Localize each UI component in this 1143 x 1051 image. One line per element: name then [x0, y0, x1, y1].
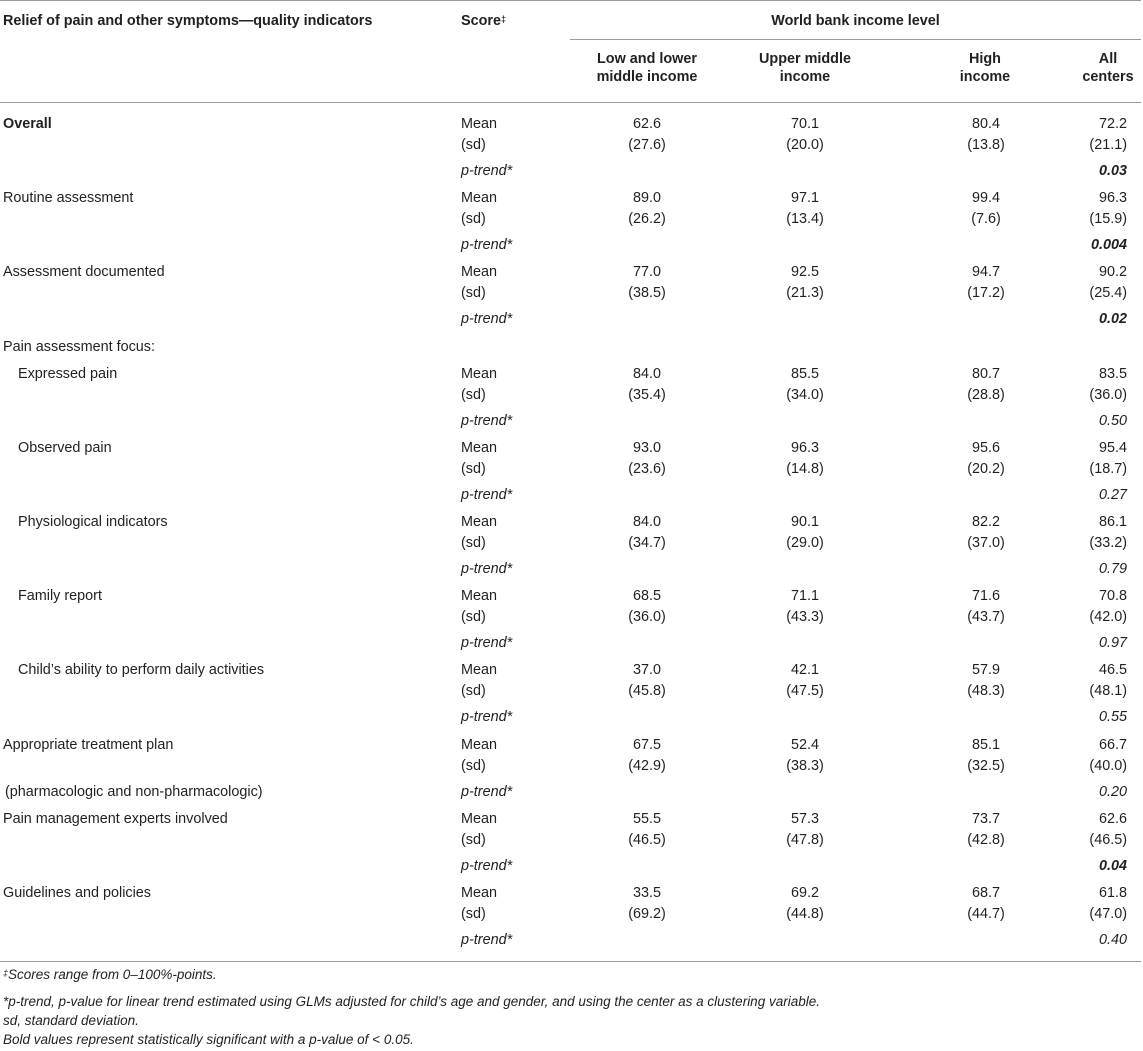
- score-label-mean: Mean: [461, 190, 497, 207]
- score-label-mean: Mean: [461, 365, 497, 382]
- sd-value: (37.0): [967, 535, 1005, 551]
- footnote-text: sd, standard deviation.: [3, 1013, 139, 1028]
- mean-value: 90.2: [1098, 264, 1127, 281]
- col-header-upper-middle: [740, 50, 870, 86]
- score-label-ptrend: p-trend*: [461, 486, 513, 503]
- col-header-all-centers: [1073, 50, 1143, 86]
- score-label-ptrend: p-trend*: [461, 783, 513, 800]
- sd-value: (13.4): [786, 211, 824, 228]
- score-label-ptrend: p-trend*: [461, 412, 513, 429]
- score-label-mean: Mean: [461, 514, 497, 530]
- mean-value: 97.1: [790, 190, 819, 207]
- mean-value: 95.6: [971, 439, 1000, 456]
- col-header-low-lower-middle: [572, 50, 722, 86]
- mean-value: 42.1: [790, 662, 819, 679]
- sd-value: (48.3): [967, 683, 1005, 700]
- footnote: [3, 1012, 139, 1030]
- mean-value: 55.5: [632, 810, 661, 827]
- col-header-high-line1: High: [969, 51, 1001, 67]
- sd-value: (36.0): [1089, 386, 1127, 403]
- col-header-upper-middle-line2: income: [779, 69, 831, 85]
- mean-value: 85.1: [971, 736, 1000, 753]
- score-label-ptrend: p-trend*: [461, 635, 513, 652]
- sd-value: (21.3): [786, 285, 824, 302]
- sd-value: (14.8): [786, 460, 824, 477]
- mean-value: 99.4: [971, 190, 1000, 207]
- score-column-header: [461, 12, 506, 30]
- sd-value: (34.0): [786, 386, 824, 403]
- score-label-mean: Mean: [461, 439, 497, 456]
- sd-value: (42.9): [628, 757, 666, 774]
- sd-value: (43.3): [786, 609, 824, 626]
- sd-value: (44.8): [786, 906, 824, 922]
- col-header-high: [935, 50, 1035, 86]
- mean-value: 61.8: [1098, 885, 1127, 901]
- sd-value: (25.4): [1089, 285, 1127, 302]
- mean-value: 73.7: [971, 810, 1000, 827]
- sd-value: (34.7): [628, 535, 666, 551]
- mean-value: 62.6: [632, 116, 661, 132]
- mean-value: 90.1: [790, 514, 819, 530]
- score-label-mean: Mean: [461, 588, 497, 605]
- footnote-text: *p-trend, p-value for linear trend estimated using GLMs adjusted for child’s age and gender, and using the center as a clustering variable.: [3, 994, 820, 1009]
- mean-value: 68.7: [971, 885, 1000, 901]
- score-label-sd: (sd): [461, 535, 486, 551]
- p-trend-value: 0.50: [1098, 412, 1127, 429]
- score-label-ptrend: p-trend*: [461, 932, 513, 948]
- sd-value: (44.7): [967, 906, 1005, 922]
- sd-value: (46.5): [1089, 831, 1127, 848]
- mean-value: 71.1: [790, 588, 819, 605]
- mean-value: 57.3: [790, 810, 819, 827]
- footnote: [3, 966, 217, 984]
- sd-value: (26.2): [628, 211, 666, 228]
- footnote: [3, 993, 820, 1011]
- mean-value: 89.0: [632, 190, 661, 207]
- sd-value: (43.7): [967, 609, 1005, 626]
- sd-value: (42.8): [967, 831, 1005, 848]
- mean-value: 52.4: [790, 736, 819, 753]
- row-label: Observed pain: [18, 439, 112, 456]
- score-label-ptrend: p-trend*: [461, 709, 513, 726]
- sd-value: (48.1): [1089, 683, 1127, 700]
- sd-value: (45.8): [628, 683, 666, 700]
- score-label-mean: Mean: [461, 662, 497, 679]
- sd-value: (47.8): [786, 831, 824, 848]
- p-trend-value: 0.79: [1098, 561, 1127, 577]
- score-label-sd: (sd): [461, 831, 486, 848]
- sd-value: (38.3): [786, 757, 824, 774]
- sd-value: (36.0): [628, 609, 666, 626]
- score-label-ptrend: p-trend*: [461, 857, 513, 874]
- sd-value: (23.6): [628, 460, 666, 477]
- col-header-all-centers-line1: All: [1098, 51, 1118, 67]
- sd-value: (20.0): [786, 137, 824, 153]
- score-label-sd: (sd): [461, 285, 486, 302]
- score-footnote-mark: ‡: [501, 14, 507, 24]
- mean-value: 57.9: [971, 662, 1000, 679]
- mean-value: 77.0: [632, 264, 661, 281]
- col-header-upper-middle-line1: Upper middle: [759, 51, 851, 67]
- indicator-column-header: Relief of pain and other symptoms—quality indicators: [3, 13, 373, 29]
- score-label-mean: Mean: [461, 736, 497, 753]
- mean-value: 68.5: [632, 588, 661, 605]
- col-header-low-lower-middle-line2: middle income: [596, 69, 698, 85]
- row-label: Child’s ability to perform daily activities: [18, 662, 265, 679]
- mean-value: 84.0: [632, 514, 661, 530]
- sd-value: (40.0): [1089, 757, 1127, 774]
- score-label-ptrend: p-trend*: [461, 311, 513, 328]
- mean-value: 84.0: [632, 365, 661, 382]
- mean-value: 67.5: [632, 736, 661, 753]
- sd-value: (18.7): [1089, 460, 1127, 477]
- mean-value: 70.1: [790, 116, 819, 132]
- row-label: Physiological indicators: [18, 514, 168, 530]
- sd-value: (15.9): [1089, 211, 1127, 228]
- sd-value: (38.5): [628, 285, 666, 302]
- row-label: Assessment documented: [3, 264, 165, 281]
- footnote-text: Bold values represent statistically significant with a p-value of < 0.05.: [3, 1032, 414, 1047]
- col-header-high-line2: income: [959, 69, 1011, 85]
- sd-value: (7.6): [971, 211, 1001, 228]
- sd-value: (33.2): [1089, 535, 1127, 551]
- mean-value: 93.0: [632, 439, 661, 456]
- mean-value: 85.5: [790, 365, 819, 382]
- footnote-mark: ‡: [3, 968, 9, 978]
- p-trend-value: 0.03: [1098, 163, 1127, 179]
- sd-value: (21.1): [1089, 137, 1127, 153]
- row-label: Appropriate treatment plan: [3, 736, 174, 753]
- row-label: Expressed pain: [18, 365, 118, 382]
- header-bottom-rule: [0, 102, 1141, 103]
- sd-value: (28.8): [967, 386, 1005, 403]
- mean-value: 96.3: [790, 439, 819, 456]
- sd-value: (29.0): [786, 535, 824, 551]
- p-trend-value: 0.55: [1098, 709, 1127, 726]
- mean-value: 80.7: [971, 365, 1000, 382]
- score-label-sd: (sd): [461, 609, 486, 626]
- col-header-low-lower-middle-line1: Low and lower: [597, 51, 697, 67]
- mean-value: 95.4: [1098, 439, 1127, 456]
- score-label-sd: (sd): [461, 137, 486, 153]
- row-label: Family report: [18, 588, 102, 605]
- score-label-mean: Mean: [461, 264, 497, 281]
- p-trend-value: 0.20: [1098, 783, 1127, 800]
- mean-value: 92.5: [790, 264, 819, 281]
- table-bottom-rule: [0, 961, 1141, 962]
- score-label-mean: Mean: [461, 116, 497, 132]
- score-column-header-text: Score: [461, 13, 501, 29]
- footnote-text: Scores range from 0–100%-points.: [8, 967, 217, 982]
- score-label-ptrend: p-trend*: [461, 237, 513, 254]
- row-label: Guidelines and policies: [3, 885, 151, 901]
- sd-value: (69.2): [628, 906, 666, 922]
- mean-value: 94.7: [971, 264, 1000, 281]
- group-header-divider: [570, 39, 1141, 40]
- income-level-group-header: World bank income level: [771, 13, 940, 29]
- mean-value: 83.5: [1098, 365, 1127, 382]
- sd-value: (20.2): [967, 460, 1005, 477]
- score-label-sd: (sd): [461, 211, 486, 228]
- mean-value: 46.5: [1098, 662, 1127, 679]
- footnote: [3, 1031, 414, 1049]
- sd-value: (32.5): [967, 757, 1005, 774]
- score-label-ptrend: p-trend*: [461, 163, 513, 179]
- sd-value: (47.5): [786, 683, 824, 700]
- mean-value: 71.6: [971, 588, 1000, 605]
- sd-value: (46.5): [628, 831, 666, 848]
- mean-value: 62.6: [1098, 810, 1127, 827]
- sd-value: (27.6): [628, 137, 666, 153]
- score-label-mean: Mean: [461, 885, 497, 901]
- p-trend-value: 0.04: [1098, 857, 1127, 874]
- section-heading-pain-assessment-focus: Pain assessment focus:: [3, 338, 155, 355]
- mean-value: 69.2: [790, 885, 819, 901]
- score-label-mean: Mean: [461, 810, 497, 827]
- score-label-sd: (sd): [461, 757, 486, 774]
- mean-value: 37.0: [632, 662, 661, 679]
- score-label-ptrend: p-trend*: [461, 561, 513, 577]
- mean-value: 80.4: [971, 116, 1000, 132]
- sd-value: (17.2): [967, 285, 1005, 302]
- col-header-all-centers-line2: centers: [1082, 69, 1134, 85]
- row-label: Pain management experts involved: [3, 810, 228, 827]
- mean-value: 86.1: [1098, 514, 1127, 530]
- table-top-rule: [0, 0, 1141, 1]
- mean-value: 70.8: [1098, 588, 1127, 605]
- mean-value: 33.5: [632, 885, 661, 901]
- sd-value: (35.4): [628, 386, 666, 403]
- p-trend-value: 0.97: [1098, 635, 1127, 652]
- score-label-sd: (sd): [461, 386, 486, 403]
- sd-value: (13.8): [967, 137, 1005, 153]
- row-label: Overall: [3, 116, 52, 132]
- mean-value: 82.2: [971, 514, 1000, 530]
- mean-value: 66.7: [1098, 736, 1127, 753]
- p-trend-value: 0.02: [1098, 311, 1127, 328]
- mean-value: 96.3: [1098, 190, 1127, 207]
- score-label-sd: (sd): [461, 906, 486, 922]
- sd-value: (42.0): [1089, 609, 1127, 626]
- row-label-continued: (pharmacologic and non-pharmacologic): [5, 783, 263, 800]
- score-label-sd: (sd): [461, 683, 486, 700]
- p-trend-value: 0.004: [1090, 237, 1127, 254]
- p-trend-value: 0.40: [1098, 932, 1127, 948]
- score-label-sd: (sd): [461, 460, 486, 477]
- row-label: Routine assessment: [3, 190, 134, 207]
- p-trend-value: 0.27: [1098, 486, 1127, 503]
- mean-value: 72.2: [1098, 116, 1127, 132]
- sd-value: (47.0): [1089, 906, 1127, 922]
